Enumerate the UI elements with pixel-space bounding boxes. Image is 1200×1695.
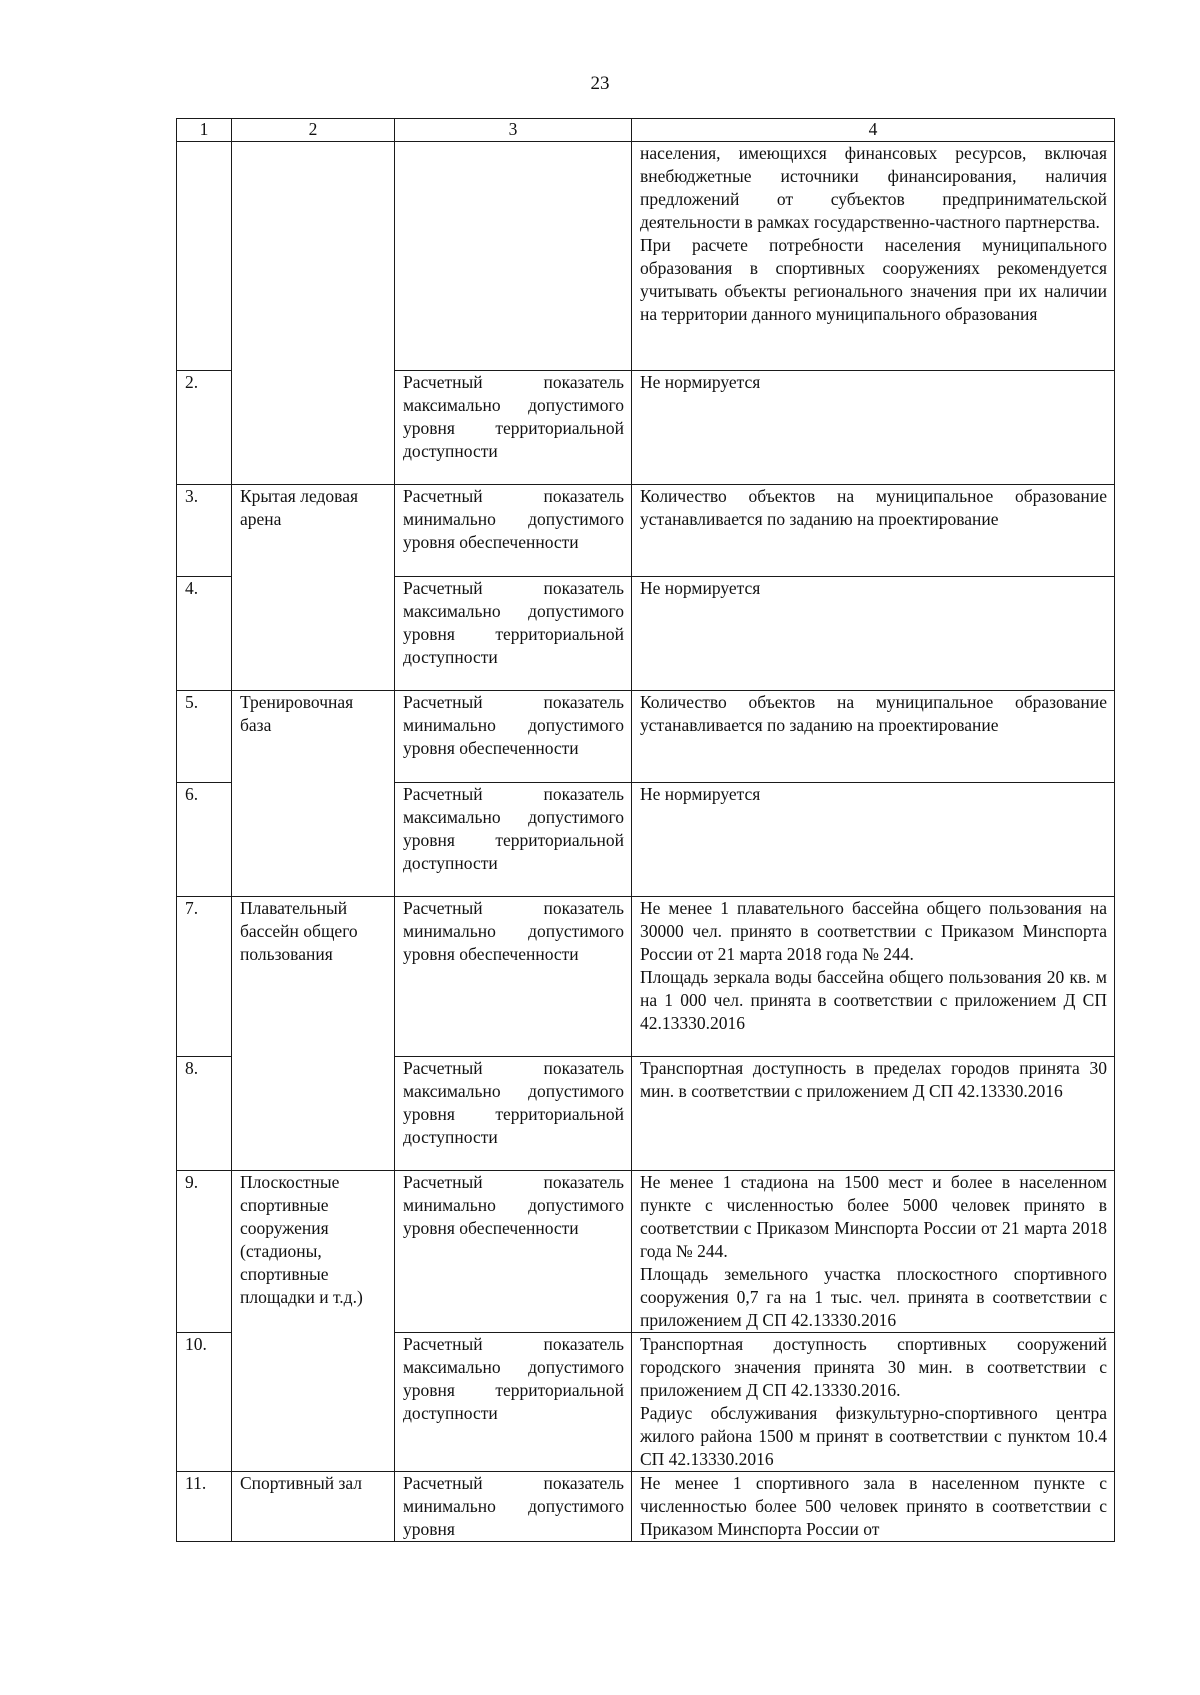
table-row bbox=[177, 691, 1115, 783]
page-number: 23 bbox=[590, 73, 610, 94]
indicator-value bbox=[632, 142, 1115, 371]
indicator-value: Количество объектов на муниципальное образование устанавливается по заданию на проектирование bbox=[632, 691, 1115, 783]
indicator-value: Не менее 1 спортивного зала в населенном пункте с численностью более 500 человек принято в соответствии с Приказом Минспорта России от bbox=[632, 1472, 1115, 1542]
indicator-name: Расчетный показатель максимально допустимого уровня территориальной доступности bbox=[395, 371, 632, 485]
table-row bbox=[177, 1171, 1115, 1333]
indicator-value bbox=[632, 1171, 1115, 1333]
table-row bbox=[177, 897, 1115, 1057]
object-name: Плоскостные спортивные сооружения (стадионы, спортивные площадки и т.д.) bbox=[232, 1171, 395, 1472]
column-header-3: 3 bbox=[395, 119, 632, 142]
column-header-4: 4 bbox=[632, 119, 1115, 142]
table-header-row bbox=[177, 119, 1115, 142]
indicator-name: Расчетный показатель максимально допустимого уровня территориальной доступности bbox=[395, 783, 632, 897]
row-number: 7. bbox=[177, 897, 232, 1057]
column-header-2: 2 bbox=[232, 119, 395, 142]
table-row bbox=[177, 142, 1115, 371]
row-number: 11. bbox=[177, 1472, 232, 1542]
column-header-1: 1 bbox=[177, 119, 232, 142]
indicator-name: Расчетный показатель минимально допустимого уровня обеспеченности bbox=[395, 897, 632, 1057]
object-name: Тренировочная база bbox=[232, 691, 395, 897]
row-number: 2. bbox=[177, 371, 232, 485]
indicator-value bbox=[632, 897, 1115, 1057]
indicator-value: Не нормируется bbox=[632, 783, 1115, 897]
object-name: Крытая ледовая арена bbox=[232, 485, 395, 691]
indicator-name: Расчетный показатель максимально допустимого уровня территориальной доступности bbox=[395, 577, 632, 691]
standards-table bbox=[176, 118, 1115, 1542]
table-row bbox=[177, 485, 1115, 577]
indicator-name: Расчетный показатель минимально допустимого уровня обеспеченности bbox=[395, 485, 632, 577]
indicator-name: Расчетный показатель минимально допустимого уровня обеспеченности bbox=[395, 691, 632, 783]
indicator-value: Не нормируется bbox=[632, 371, 1115, 485]
row-number: 9. bbox=[177, 1171, 232, 1333]
indicator-value: Количество объектов на муниципальное образование устанавливается по заданию на проектирование bbox=[632, 485, 1115, 577]
object-name: Спортивный зал bbox=[232, 1472, 395, 1542]
row-number: 3. bbox=[177, 485, 232, 577]
row-number: 8. bbox=[177, 1057, 232, 1171]
object-name: Плавательный бассейн общего пользования bbox=[232, 897, 395, 1171]
row-number: 4. bbox=[177, 577, 232, 691]
row-number: 5. bbox=[177, 691, 232, 783]
indicator-value: Транспортная доступность в пределах городов принята 30 мин. в соответствии с приложением Д СП 42.13330.2016 bbox=[632, 1057, 1115, 1171]
indicator-name: Расчетный показатель минимально допустимого уровня bbox=[395, 1472, 632, 1542]
indicator-name: Расчетный показатель максимально допустимого уровня территориальной доступности bbox=[395, 1057, 632, 1171]
indicator-value-text: Не менее 1 плавательного бассейна общего пользования на 30000 чел. принято в соответствии с Приказом Минспорта России от 21 марта 2018 года № 244. Площадь зеркала воды бассейна общего пользования 20 кв. м на 1 000 чел. принята в соответствии с приложением Д СП 42.13330.2016 bbox=[640, 898, 1107, 1033]
table-row bbox=[177, 1472, 1115, 1542]
object-name bbox=[232, 142, 395, 485]
indicator-value bbox=[632, 1333, 1115, 1472]
indicator-value: Не нормируется bbox=[632, 577, 1115, 691]
row-number bbox=[177, 142, 232, 371]
indicator-name bbox=[395, 142, 632, 371]
row-number: 10. bbox=[177, 1333, 232, 1472]
indicator-value-text: населения, имеющихся финансовых ресурсов, включая внебюджетные источники финансирования, наличия предложений от субъектов предпринимательской деятельности в рамках государственно-частного партнерства. При расчете потребности населения муниципального образования в спортивных сооружениях рекомендуется учитывать объекты регионального значения при их наличии на территории данного муниципального образования bbox=[640, 143, 1107, 324]
indicator-value-text: Не менее 1 стадиона на 1500 мест и более в населенном пункте с численностью более 5000 человек принято в соответствии с Приказом Минспорта России от 21 марта 2018 года № 244. Площадь земельного участка плоскостного спортивного сооружения 0,7 га на 1 тыс. чел. принята в соответствии с приложением Д СП 42.13330.2016 bbox=[640, 1172, 1107, 1330]
indicator-value-text: Транспортная доступность спортивных сооружений городского значения принята 30 мин. в соответствии с приложением Д СП 42.13330.2016. Радиус обслуживания физкультурно-спортивного центра жилого района 1500 м принят в соответствии с пунктом 10.4 СП 42.13330.2016 bbox=[640, 1334, 1107, 1469]
indicator-name: Расчетный показатель максимально допустимого уровня территориальной доступности bbox=[395, 1333, 632, 1472]
row-number: 6. bbox=[177, 783, 232, 897]
indicator-name: Расчетный показатель минимально допустимого уровня обеспеченности bbox=[395, 1171, 632, 1333]
